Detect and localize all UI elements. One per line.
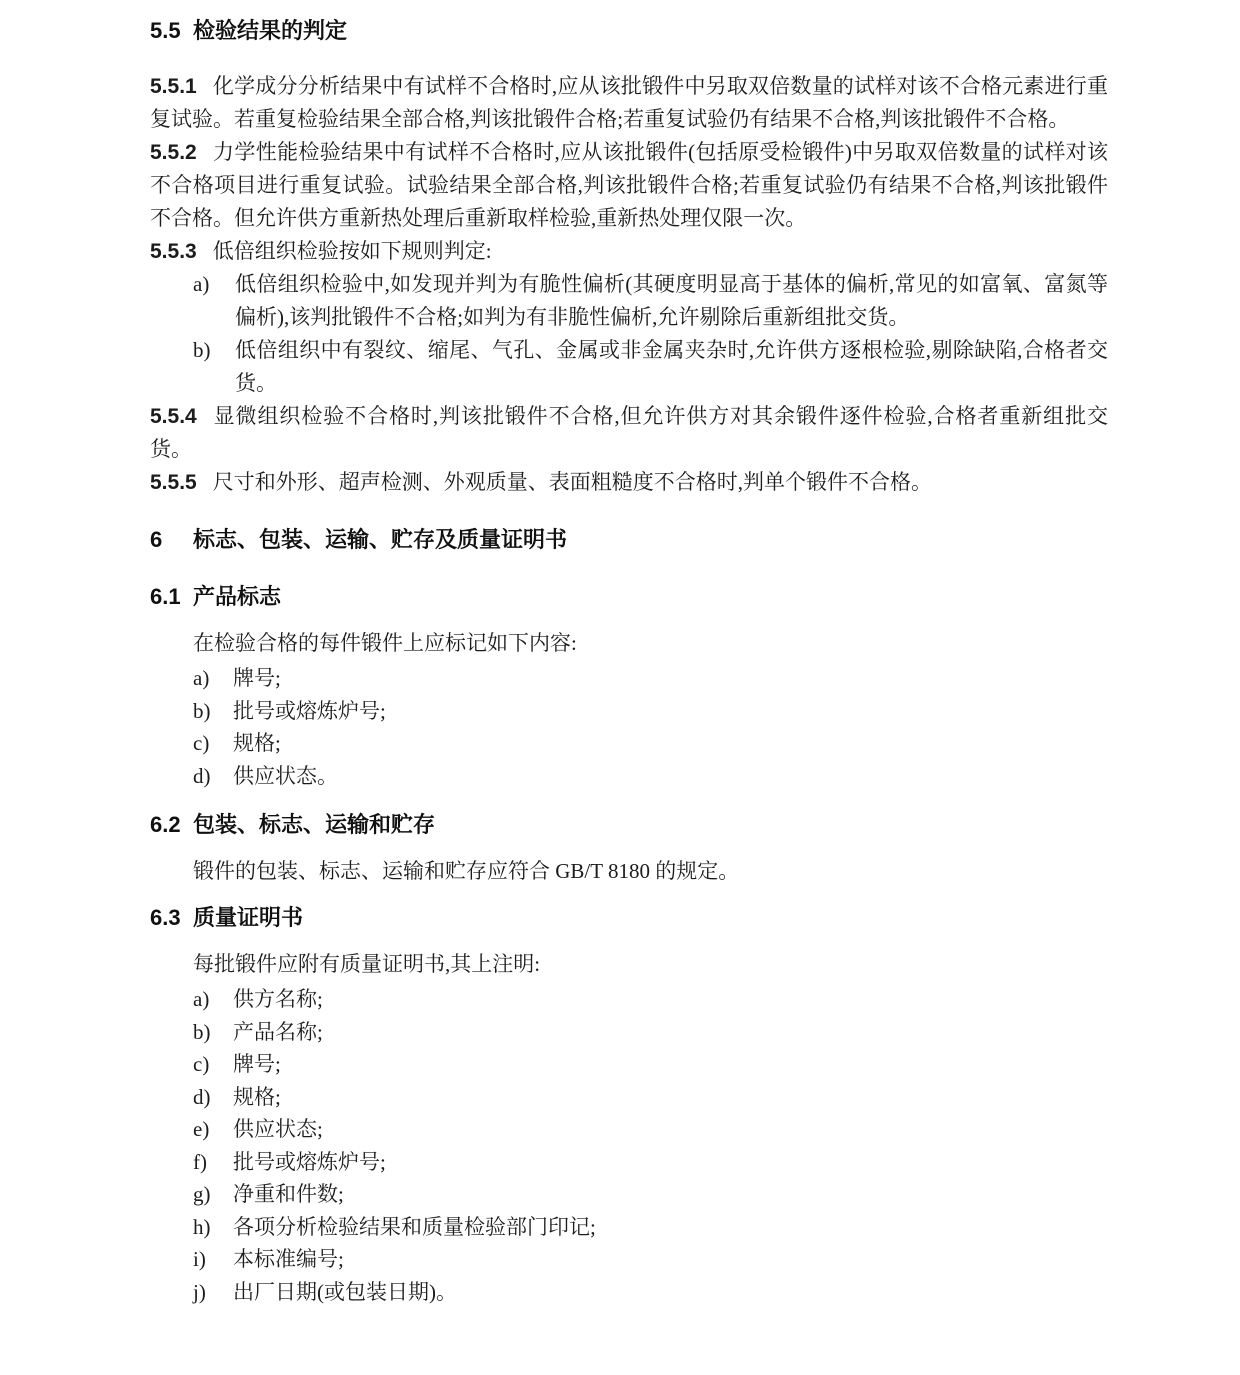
list-item-label: d) xyxy=(193,1084,211,1109)
section-title: 检验结果的判定 xyxy=(193,18,348,43)
list-item xyxy=(150,1243,1108,1276)
list-item-label: f) xyxy=(193,1149,207,1174)
list-item-text: 本标准编号; xyxy=(233,1247,344,1271)
section-title: 质量证明书 xyxy=(193,905,304,930)
clause-text: 力学性能检验结果中有试样不合格时,应从该批锻件(包括原受检锻件)中另取双倍数量的试样对该不合格项目进行重复试验。试验结果全部合格,判该批锻件合格;若重复试验仍有结果不合格,判该批锻件不合格。但允许供方重新热处理后重新取样检验,重新热处理仅限一次。 xyxy=(150,140,1108,230)
list-item xyxy=(150,1016,1108,1049)
section-number: 6 xyxy=(150,527,163,552)
list-item xyxy=(150,1048,1108,1081)
list-item-label: c) xyxy=(193,1052,210,1076)
list-item xyxy=(150,760,1108,793)
section-heading-6-1 xyxy=(150,580,1108,613)
section-heading-6-3 xyxy=(150,901,1108,934)
clause-number: 5.5.1 xyxy=(150,75,197,98)
section-heading-6-2 xyxy=(150,808,1108,841)
clause-text: 化学成分分析结果中有试样不合格时,应从该批锻件中另取双倍数量的试样对该不合格元素进行重复试验。若重复检验结果全部合格,判该批锻件合格;若重复试验仍有结果不合格,判该批锻件不合格。 xyxy=(150,74,1108,131)
clause-text: 低倍组织检验按如下规则判定: xyxy=(212,239,492,263)
product-marking-list xyxy=(150,662,1108,792)
list-item-text: 牌号; xyxy=(233,666,281,690)
paragraph-6-1-intro: 在检验合格的每件锻件上应标记如下内容: xyxy=(193,631,577,655)
list-item-label: b) xyxy=(193,698,211,723)
clause-5-5-5 xyxy=(150,466,1108,499)
list-item-text: 低倍组织中有裂纹、缩尾、气孔、金属或非金属夹杂时,允许供方逐根检验,剔除缺陷,合格者交货。 xyxy=(235,338,1108,395)
list-item-label: i) xyxy=(193,1247,206,1271)
section-heading-6 xyxy=(150,523,1108,556)
list-item-text: 产品名称; xyxy=(233,1019,323,1044)
list-item-text: 各项分析检验结果和质量检验部门印记; xyxy=(233,1214,596,1239)
list-item xyxy=(150,1211,1108,1244)
clause-number: 5.5.3 xyxy=(150,240,197,263)
section-heading-5-5 xyxy=(150,14,1108,47)
section-number: 6.2 xyxy=(150,812,181,837)
paragraph-6-2: 锻件的包装、标志、运输和贮存应符合 GB/T 8180 的规定。 xyxy=(193,859,740,883)
list-item-text: 批号或熔炼炉号; xyxy=(233,698,386,723)
clause-5-5-3-sublist xyxy=(150,268,1108,400)
list-item xyxy=(150,1113,1108,1146)
clause-5-5-4 xyxy=(150,400,1108,466)
clause-number: 5.5.5 xyxy=(150,471,197,494)
list-item xyxy=(150,662,1108,695)
list-item-label: c) xyxy=(193,731,210,755)
clause-5-5-2 xyxy=(150,136,1108,235)
clause-text: 尺寸和外形、超声检测、外观质量、表面粗糙度不合格时,判单个锻件不合格。 xyxy=(212,470,932,494)
clause-text: 显微组织检验不合格时,判该批锻件不合格,但允许供方对其余锻件逐件检验,合格者重新组批交货。 xyxy=(150,404,1108,461)
list-item xyxy=(150,983,1108,1016)
list-item-label: g) xyxy=(193,1182,211,1206)
list-item-text: 批号或熔炼炉号; xyxy=(233,1149,386,1174)
list-item-label: b) xyxy=(193,1019,211,1044)
clause-number: 5.5.4 xyxy=(150,405,197,428)
section-title: 包装、标志、运输和贮存 xyxy=(193,812,436,837)
list-item-label: h) xyxy=(193,1214,211,1239)
section-number: 6.3 xyxy=(150,905,181,930)
list-item-text: 低倍组织检验中,如发现并判为有脆性偏析(其硬度明显高于基体的偏析,常见的如富氧、富氮等偏析),该判批锻件不合格;如判为有非脆性偏析,允许剔除后重新组批交货。 xyxy=(235,272,1108,329)
list-item-text: 供方名称; xyxy=(233,987,323,1011)
list-item-text: 供应状态。 xyxy=(233,763,338,788)
section-title: 产品标志 xyxy=(193,584,282,609)
quality-certificate-list xyxy=(150,983,1108,1308)
list-item xyxy=(150,334,1108,400)
list-item-text: 净重和件数; xyxy=(233,1182,344,1206)
paragraph-6-3-intro: 每批锻件应附有质量证明书,其上注明: xyxy=(193,952,541,976)
list-item-text: 规格; xyxy=(233,731,281,755)
list-item-text: 出厂日期(或包装日期)。 xyxy=(233,1279,457,1304)
list-item-label: e) xyxy=(193,1117,210,1141)
list-item-text: 规格; xyxy=(233,1084,281,1109)
clause-5-5-1 xyxy=(150,70,1108,136)
list-item xyxy=(150,1081,1108,1114)
section-number: 5.5 xyxy=(150,18,181,43)
list-item-label: j) xyxy=(193,1279,206,1304)
clause-5-5-3 xyxy=(150,235,1108,268)
list-item xyxy=(150,1146,1108,1179)
section-title: 标志、包装、运输、贮存及质量证明书 xyxy=(193,527,568,552)
clause-number: 5.5.2 xyxy=(150,141,197,164)
list-item-label: b) xyxy=(193,338,211,362)
section-number: 6.1 xyxy=(150,584,181,609)
list-item-label: a) xyxy=(193,666,210,690)
list-item xyxy=(150,268,1108,334)
list-item xyxy=(150,727,1108,760)
list-item-text: 牌号; xyxy=(233,1052,281,1076)
list-item-label: d) xyxy=(193,763,211,788)
list-item xyxy=(150,1276,1108,1309)
list-item-label: a) xyxy=(193,272,210,296)
list-item xyxy=(150,695,1108,728)
list-item xyxy=(150,1178,1108,1211)
list-item-text: 供应状态; xyxy=(233,1117,323,1141)
list-item-label: a) xyxy=(193,987,210,1011)
